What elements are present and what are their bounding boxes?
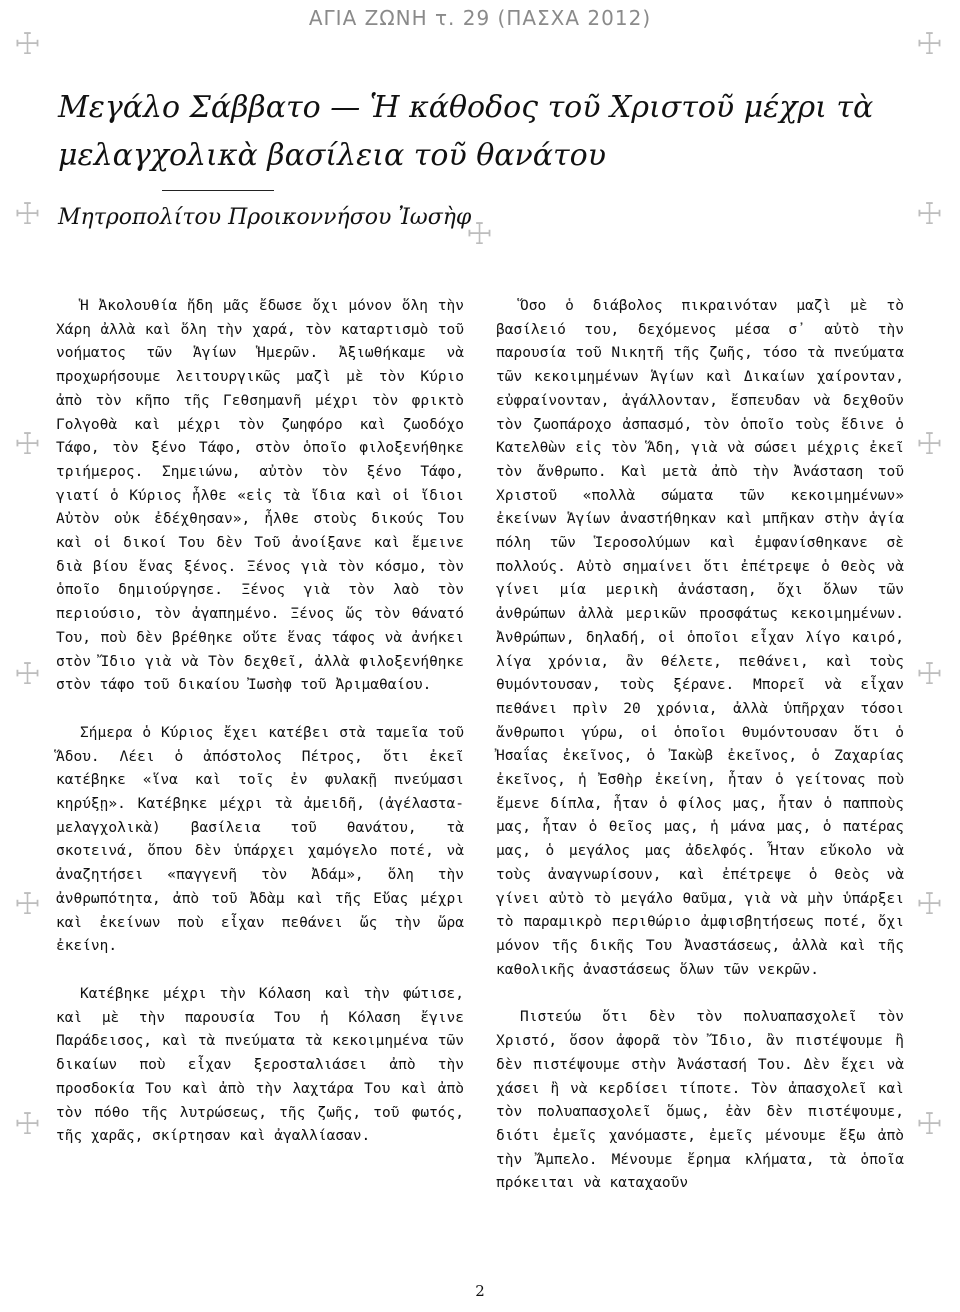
- decorative-cross-icon: ☩: [466, 217, 493, 252]
- page-number: 2: [475, 1282, 485, 1300]
- decorative-cross-icon: ☩: [916, 1107, 943, 1142]
- paragraph: Κατέβηκε μέχρι τὴν Κόλαση καὶ τὴν φώτισε, καὶ μὲ τὴν παρουσία Του ἡ Κόλαση ἔγινε Παράδεισος, καὶ τὰ πνεύματα τὰ κεκοιμημένα τῶν δικαίων ποὺ εἶχαν ξεροσταλιάσει ἀπὸ τὴν προσδοκία Του καὶ ἀπὸ τὴν λαχτάρα Του καὶ ἀπὸ τὸν πόθο τῆς λυτρώσεως, τῆς ζωῆς, τοῦ φωτός, τῆς χαρᾶς, σκίρτησαν καὶ ἀγαλλίασαν.: [56, 985, 464, 1145]
- paragraph: Ἡ Ἀκολουθία ἤδη μᾶς ἔδωσε ὄχι μόνον ὅλη τὴν Χάρη ἀλλὰ καὶ ὅλη τὴν χαρά, τὸν καταρτισμὸ τοῦ νοήματος τῶν Ἁγίων Ἡμερῶν. Ἀξιωθήκαμε νὰ προχωρήσουμε λειτουργικῶς μαζὶ μὲ τὸν Κύριο ἀπὸ τὸν κῆπο τῆς Γεθσημανῆ μέχρι τὸν φρικτὸ Γολγοθὰ καὶ μέχρι τὸν ζωηφόρο καὶ ζωοδόχο Τάφο, τὸν ξένο Τάφο, στὸν ὁποῖο φιλοξενήθηκε τριήμερος. Σημειώνω, αὐτὸν τὸν ξένο Τάφο, γιατί ὁ Κύριος ἦλθε «εἰς τὰ ἴδια καὶ οἱ ἴδιοι Αὐτὸν οὐκ ἐδέχθησαν», ἦλθε στοὺς δικούς Του καὶ οἱ δικοί Του δὲν Τοῦ ἀνοίξανε καὶ ἔμεινε διὰ βίου ἕνας ξένος. Ξένος γιὰ τὸν κόσμο, τὸν ὁποῖο δημιούργησε. Ξένος γιὰ τὸν λαὸ τὸν περιούσιο, τὸν ἀγαπημένο. Ξένος ὥς τὸν θάνατό Του, ποὺ δὲν βρέθηκε οὔτε ἕνας τάφος νὰ ἀνήκει στὸν Ἴδιο γιὰ νὰ Τὸν δεχθεῖ, ἀλλὰ φιλοξενήθηκε στὸν τάφο τοῦ δικαίου Ἰωσὴφ τοῦ Ἀριμαθαίου.: [56, 298, 464, 694]
- decorative-cross-icon: ☩: [916, 27, 943, 62]
- paragraph: Ὅσο ὁ διάβολος πικραινόταν μαζὶ μὲ τὸ βασίλειό του, δεχόμενος μέσα σ᾽ αὐτὸ τὴν παρουσία τοῦ Νικητῆ τῆς ζωῆς, τόσο τὰ πνεύματα τῶν κεκοιμημένων Ἁγίων καὶ Δικαίων χαίρονταν, εὐφραίνονταν, ἀγάλλονταν, ἔσπευδαν νὰ δεχθοῦν τὸν ζωοπάροχο ἀσπασμό, τὸν ὁποῖο τοὺς ἔδινε ὁ Κατελθὼν εἰς τὸν Ἅδη, γιὰ νὰ σώσει μέχρις ἐκεῖ τὸν ἄνθρωπο. Καὶ μετὰ ἀπὸ τὴν Ἀνάσταση τοῦ Χριστοῦ «πολλὰ σώματα τῶν κεκοιμημένων» ἐκείνων Ἁγίων ἀναστήθηκαν καὶ μπῆκαν στὴν ἁγία πόλη τῶν Ἱεροσολύμων καὶ ἐμφανίσθηκανε σὲ πολλούς. Αὐτὸ σημαίνει ὅτι ἐπέτρεψε ὁ Θεὸς νὰ γίνει μία μερικὴ ἀνάσταση, ὄχι ὅλων τῶν ἀνθρώπων ἀλλὰ μερικῶν προσφάτως κεκοιμημένων. Ἀνθρώπων, δηλαδή, οἱ ὁποῖοι εἶχαν λίγο καιρό, λίγα χρόνια, ἂν θέλετε, πεθάνει, καὶ τοὺς θυμόντουσαν, τοὺς ξέρανε. Μπορεῖ νὰ εἶχαν πεθάνει πρὶν 20 χρόνια, ἀλλὰ ὑπῆρχαν τόσοι ἄνθρωποι γύρω, οἱ ὁποῖοι θυμόντουσαν ὅτι ὁ Ἠσαΐας ἐκεῖνος, ὁ Ἰακὼβ ἐκεῖνος, ὁ Ζαχαρίας ἐκεῖνος, ἡ Ἐσθὴρ ἐκείνη, ἦταν ὁ γείτονας ποὺ ἔμενε δίπλα, ἦταν ὁ φίλος μας, ἦταν ὁ παπποὺς μας, ἦταν ὁ θεῖος μας, ἡ μάνα μας, ὁ πατέρας μας, ὁ μεγάλος μας ἀδελφός. Ἦταν εὔκολο νὰ τοὺς ἀναγνωρίσουν, καὶ ἐπέτρεψε ὁ Θεὸς νὰ γίνει αὐτὸ τὸ μεγάλο θαῦμα, γιὰ νὰ μὴν ὑπάρξει τὸ παραμικρὸ περιθώριο ἀμφισβητήσεως ποτέ, ὄχι μόνον τῆς δικῆς Του Ἀναστάσεως, ἀλλὰ καὶ τῆς καθολικῆς ἀναστάσεως ὅλων τῶν νεκρῶν.: [496, 298, 904, 978]
- paragraph: Σήμερα ὁ Κύριος ἔχει κατέβει στὰ ταμεῖα τοῦ Ἅδου. Λέει ὁ ἀπόστολος Πέτρος, ὅτι ἐκεῖ κατέβηκε «ἵνα καὶ τοῖς ἐν φυλακῇ πνεύμασι κηρύξῃ». Κατέβηκε μέχρι τὰ ἀμειδῆ, (ἀγέλαστα-μελαγχολικὰ) βασίλεια τοῦ θανάτου, τὰ σκοτεινά, ὅπου δὲν ὑπάρχει χαμόγελο ποτέ, νὰ ἀναζητήσει «παγγενῆ τὸν Ἀδάμ», ὅλη τὴν ἀνθρωπότητα, ἀπὸ τοῦ Ἀδὰμ καὶ τῆς Εὔας μέχρι καὶ ἐκείνων ποὺ εἶχαν πεθάνει ὥς τὴν ὥρα ἐκείνη.: [56, 724, 464, 955]
- decorative-cross-icon: ☩: [14, 887, 41, 922]
- title-divider: [162, 190, 274, 191]
- decorative-cross-icon: ☩: [14, 197, 41, 232]
- decorative-cross-icon: ☩: [916, 657, 943, 692]
- decorative-cross-icon: ☩: [916, 197, 943, 232]
- decorative-cross-icon: ☩: [14, 27, 41, 62]
- decorative-cross-icon: ☩: [14, 1107, 41, 1142]
- decorative-cross-icon: ☩: [916, 427, 943, 462]
- left-column: [56, 295, 464, 1173]
- running-header: ΑΓΙΑ ΖΩΝΗ τ. 29 (ΠΑΣΧΑ 2012): [308, 6, 652, 30]
- right-column: [496, 295, 904, 1220]
- article-title: Μεγάλο Σάββατο — Ἡ κάθοδος τοῦ Χριστοῦ μέχρι τὰ μελαγχολικὰ βασίλεια τοῦ θανάτου: [58, 90, 874, 173]
- decorative-cross-icon: ☩: [916, 887, 943, 922]
- article-author: Μητροπολίτου Προικοννήσου Ἰωσὴφ: [58, 205, 472, 230]
- decorative-cross-icon: ☩: [14, 657, 41, 692]
- decorative-cross-icon: ☩: [14, 427, 41, 462]
- paragraph: Πιστεύω ὅτι δὲν τὸν πολυαπασχολεῖ τὸν Χριστό, ὅσον ἀφορᾶ τὸν Ἴδιο, ἂν πιστέψουμε ἢ δὲν πιστέψουμε στὴν Ἀνάστασή Του. Δὲν ἔχει νὰ χάσει ἢ νὰ κερδίσει τίποτε. Τὸν ἀπασχολεῖ καὶ τὸν πολυαπασχολεῖ ὅμως, ἐὰν δὲν πιστέψουμε, διότι ἐμεῖς χανόμαστε, ἐμεῖς μένουμε ἔξω ἀπὸ τὴν Ἄμπελο. Μένουμε ἔρημα κλήματα, τὰ ὁποῖα πρόκειται νὰ καταχαοῦν: [496, 1009, 904, 1192]
